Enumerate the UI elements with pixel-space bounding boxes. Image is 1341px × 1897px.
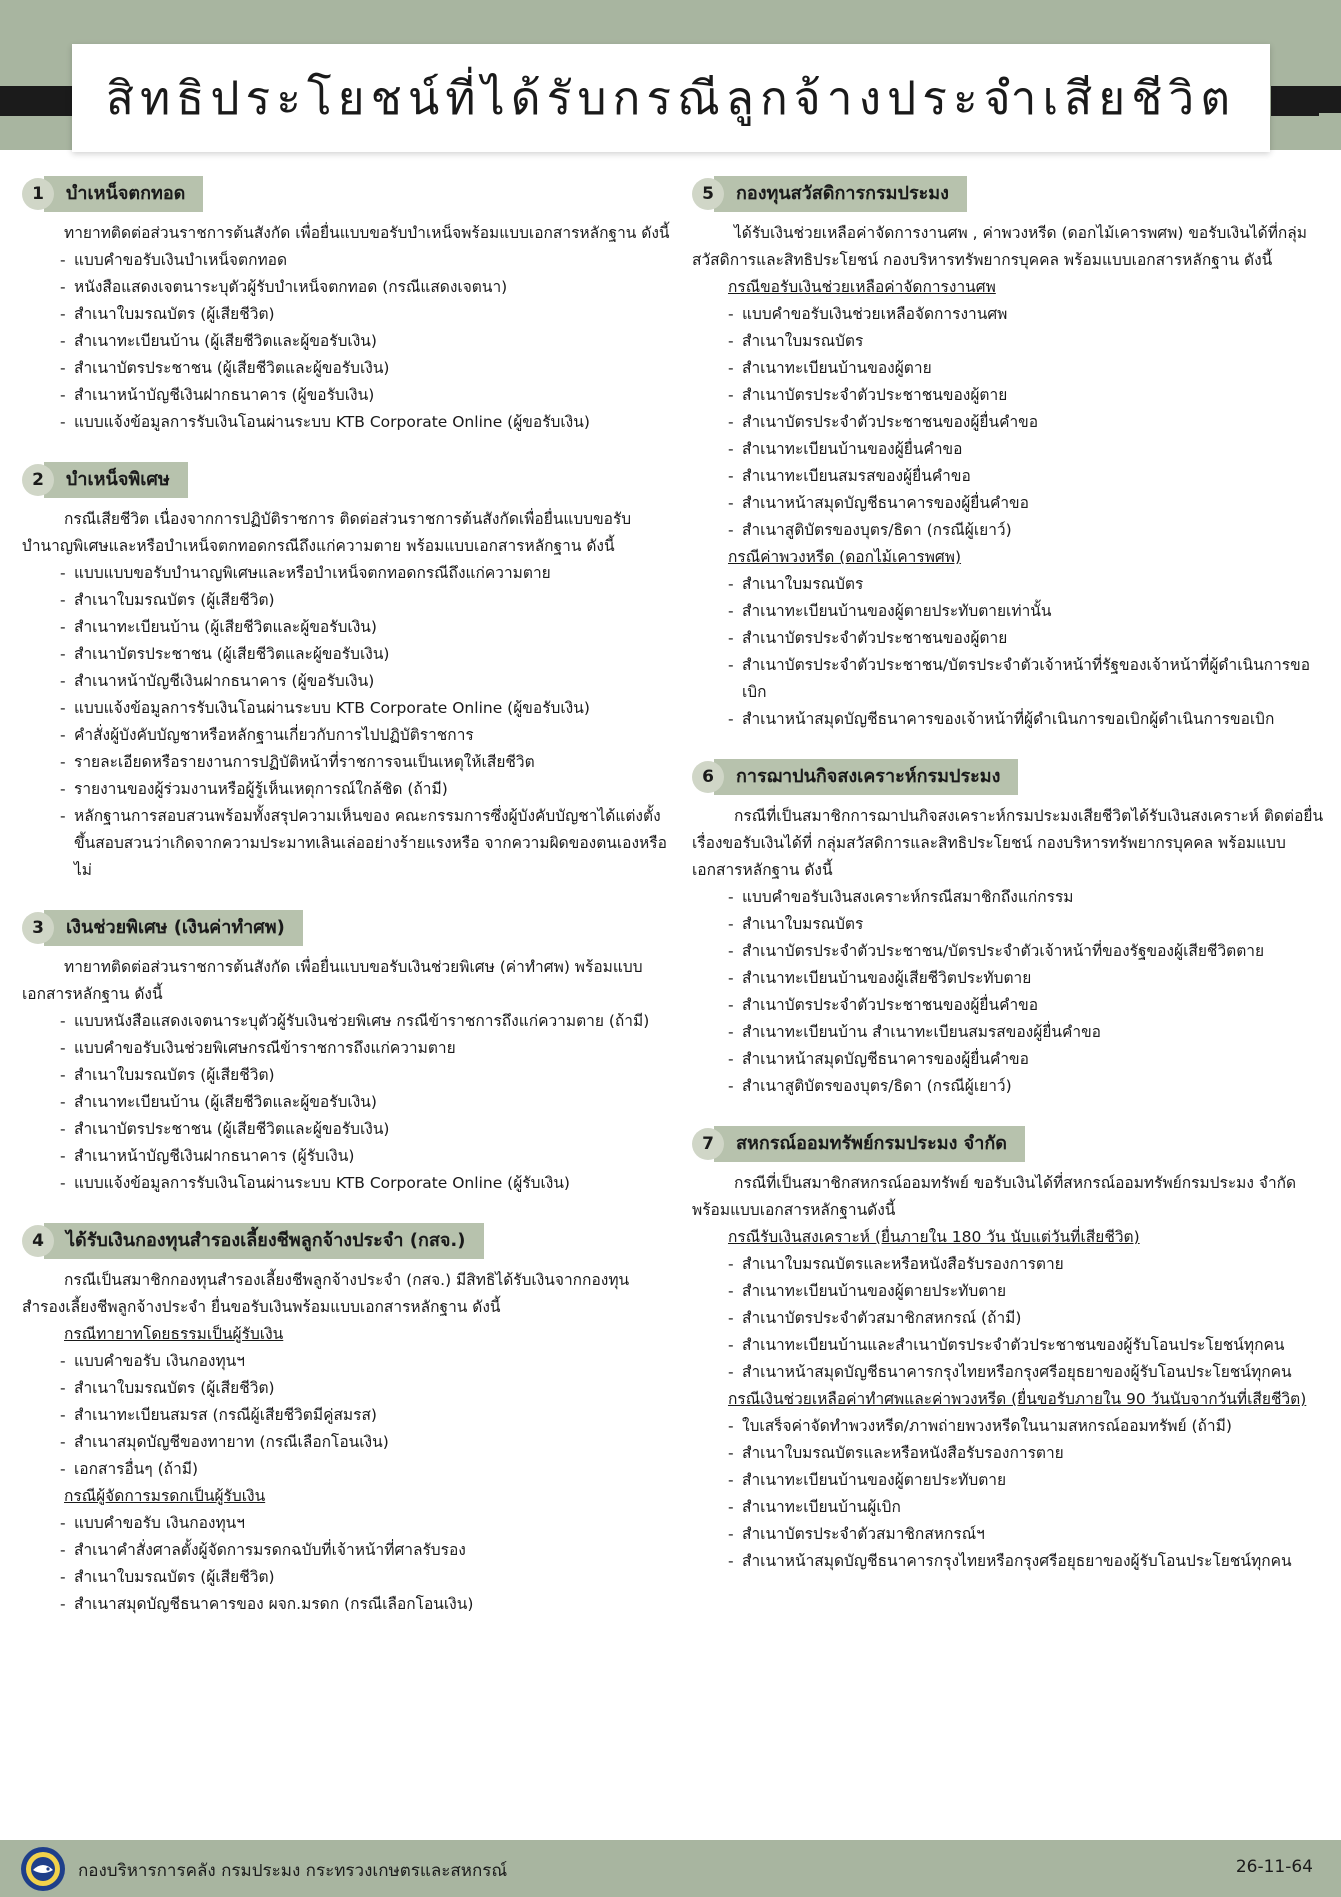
section-number: 2 — [22, 464, 54, 496]
list-item: - สำเนาสูติบัตรของบุตร/ธิดา (กรณีผู้เยาว์) — [728, 517, 1326, 544]
list-item: - แบบหนังสือแสดงเจตนาระบุตัวผู้รับเงินช่วยพิเศษ กรณีข้าราชการถึงแก่ความตาย (ถ้ามี) — [60, 1008, 670, 1035]
title-box — [72, 44, 1270, 152]
list-item: - สำเนาบัตรประจำตัวประชาชนของผู้ตาย — [728, 625, 1326, 652]
page-title: สิทธิประโยชน์ที่ได้รับกรณีลูกจ้างประจำเสียชีวิต — [105, 70, 1237, 125]
list-item: - คำสั่งผู้บังคับบัญชาหรือหลักฐานเกี่ยวกับการไปปฏิบัติราชการ — [60, 722, 670, 749]
section-intro — [692, 220, 1326, 274]
list-item: - สำเนาทะเบียนสมรสของผู้ยื่นคำขอ — [728, 463, 1326, 490]
list-item: - แบบแจ้งข้อมูลการรับเงินโอนผ่านระบบ KTB Corporate Online (ผู้รับเงิน) — [60, 1170, 670, 1197]
footer-organization: กองบริหารการคลัง กรมประมง กระทรวงเกษตรและสหกรณ์ — [78, 1861, 508, 1881]
list-item: - แบบคำขอรับเงินช่วยเหลือจัดการงานศพ — [728, 301, 1326, 328]
list-item: - สำเนาใบมรณบัตร — [728, 571, 1326, 598]
list-item: - สำเนาทะเบียนบ้านของผู้เสียชีวิตประทับตาย — [728, 965, 1326, 992]
document-list — [22, 1008, 670, 1197]
list-item: - สำเนาสมุดบัญชีธนาคารของ ผจก.มรดก (กรณีเลือกโอนเงิน) — [60, 1591, 670, 1618]
section-1 — [22, 176, 670, 436]
list-item: - สำเนาใบมรณบัตร (ผู้เสียชีวิต) — [60, 1375, 670, 1402]
list-item: - แบบแจ้งข้อมูลการรับเงินโอนผ่านระบบ KTB Corporate Online (ผู้ขอรับเงิน) — [60, 695, 670, 722]
right-black-bar — [1271, 86, 1341, 116]
subheading: กรณีทายาทโดยธรรมเป็นผู้รับเงิน — [64, 1325, 284, 1343]
section-4 — [22, 1223, 670, 1618]
list-item: - สำเนาทะเบียนสมรส (กรณีผู้เสียชีวิตมีคู่สมรส) — [60, 1402, 670, 1429]
section-number: 4 — [22, 1225, 54, 1257]
list-item: - แบบคำขอรับเงินบำเหน็จตกทอด — [60, 247, 670, 274]
section-title: การฌาปนกิจสงเคราะห์กรมประมง — [714, 759, 1018, 795]
section-title: ได้รับเงินกองทุนสำรองเลี้ยงชีพลูกจ้างประจำ (กสจ.) — [44, 1223, 484, 1259]
left-black-bar — [0, 86, 80, 116]
list-item: - สำเนาทะเบียนบ้าน สำเนาทะเบียนสมรสของผู้ยื่นคำขอ — [728, 1019, 1326, 1046]
list-item: - สำเนาหน้าบัญชีเงินฝากธนาคาร (ผู้รับเงิน) — [60, 1143, 670, 1170]
list-item: - แบบคำขอรับ เงินกองทุนฯ — [60, 1348, 670, 1375]
department-seal-icon — [20, 1846, 66, 1892]
section-3 — [22, 910, 670, 1197]
section-number: 5 — [692, 178, 724, 210]
section-heading — [692, 1126, 1326, 1162]
list-item: - สำเนาหน้าบัญชีเงินฝากธนาคาร (ผู้ขอรับเงิน) — [60, 668, 670, 695]
section-intro — [692, 803, 1326, 884]
section-heading — [22, 910, 670, 946]
list-item: - สำเนาบัตรประจำตัวสมาชิกสหกรณ์ (ถ้ามี) — [728, 1305, 1326, 1332]
list-item: - สำเนาบัตรประจำตัวประชาชนของผู้ตาย — [728, 382, 1326, 409]
list-item: - แบบแจ้งข้อมูลการรับเงินโอนผ่านระบบ KTB Corporate Online (ผู้ขอรับเงิน) — [60, 409, 670, 436]
section-intro — [692, 1170, 1326, 1224]
list-item: - สำเนาทะเบียนบ้านของผู้ตายประทับตายเท่านั้น — [728, 598, 1326, 625]
subheading: กรณีผู้จัดการมรดกเป็นผู้รับเงิน — [64, 1487, 266, 1505]
document-list — [692, 884, 1326, 1100]
section-heading — [692, 759, 1326, 795]
list-item: - สำเนาทะเบียนบ้านผู้เบิก — [728, 1494, 1326, 1521]
section-6 — [692, 759, 1326, 1100]
section-2 — [22, 462, 670, 884]
section-5 — [692, 176, 1326, 733]
section-heading — [692, 176, 1326, 212]
document-list — [692, 301, 1326, 544]
list-item: - สำเนาใบมรณบัตรและหรือหนังสือรับรองการตาย — [728, 1440, 1326, 1467]
list-item: - แบบแบบขอรับบำนาญพิเศษและหรือบำเหน็จตกทอดกรณีถึงแก่ความตาย — [60, 560, 670, 587]
list-item: - สำเนาใบมรณบัตร (ผู้เสียชีวิต) — [60, 587, 670, 614]
section-title: เงินช่วยพิเศษ (เงินค่าทำศพ) — [44, 910, 303, 946]
subheading: กรณีเงินช่วยเหลือค่าทำศพและค่าพวงหรีด (ยื่นขอรับภายใน 90 วันนับจากวันที่เสียชีวิต) — [728, 1390, 1307, 1408]
list-item: - สำเนาทะเบียนบ้านของผู้ตายประทับตาย — [728, 1278, 1326, 1305]
list-item: - สำเนาบัตรประจำตัวประชาชน/บัตรประจำตัวเจ้าหน้าที่รัฐของเจ้าหน้าที่ผู้ดำเนินการขอเบิก — [728, 652, 1326, 706]
list-item: - สำเนาทะเบียนบ้านของผู้ตาย — [728, 355, 1326, 382]
list-item: - สำเนาบัตรประจำตัวประชาชนของผู้ยื่นคำขอ — [728, 992, 1326, 1019]
document-list — [692, 1413, 1326, 1575]
list-item: - สำเนาสูติบัตรของบุตร/ธิดา (กรณีผู้เยาว์) — [728, 1073, 1326, 1100]
section-intro — [22, 220, 670, 247]
list-item: - สำเนาสมุดบัญชีของทายาท (กรณีเลือกโอนเงิน) — [60, 1429, 670, 1456]
subheading: กรณีค่าพวงหรีด (ดอกไม้เคารพศพ) — [728, 548, 962, 566]
list-item: - สำเนาบัตรประชาชน (ผู้เสียชีวิตและผู้ขอรับเงิน) — [60, 1116, 670, 1143]
document-list — [22, 1348, 670, 1483]
list-item: - รายงานของผู้ร่วมงานหรือผู้รู้เห็นเหตุการณ์ใกล้ชิด (ถ้ามี) — [60, 776, 670, 803]
intro-text: ทายาทติดต่อส่วนราชการต้นสังกัด เพื่อยื่นแบบขอรับเงินช่วยพิเศษ (ค่าทำศพ) พร้อมแบบเอกสารหลักฐาน ดังนี้ — [22, 958, 643, 1003]
list-item: - สำเนาใบมรณบัตร — [728, 328, 1326, 355]
list-item: - สำเนาใบมรณบัตร (ผู้เสียชีวิต) — [60, 1062, 670, 1089]
list-item: - ใบเสร็จค่าจัดทำพวงหรีด/ภาพถ่ายพวงหรีดในนามสหกรณ์ออมทรัพย์ (ถ้ามี) — [728, 1413, 1326, 1440]
section-heading — [22, 1223, 670, 1259]
corner-accent — [1319, 113, 1341, 129]
right-column — [692, 176, 1326, 1601]
intro-text: ได้รับเงินช่วยเหลือค่าจัดการงานศพ , ค่าพวงหรีด (ดอกไม้เคารพศพ) ขอรับเงินได้ที่กลุ่มสวัสดิการและสิทธิประโยชน์ กองบริหารทรัพยากรบุคคล พร้อมแบบเอกสารหลักฐาน ดังนี้ — [692, 224, 1308, 269]
section-heading — [22, 176, 670, 212]
document-list — [22, 247, 670, 436]
intro-text: ทายาทติดต่อส่วนราชการต้นสังกัด เพื่อยื่นแบบขอรับบำเหน็จพร้อมแบบเอกสารหลักฐาน ดังนี้ — [64, 224, 670, 242]
subheading: กรณีรับเงินสงเคราะห์ (ยื่นภายใน 180 วัน นับแต่วันที่เสียชีวิต) — [728, 1228, 1140, 1246]
subheading: กรณีขอรับเงินช่วยเหลือค่าจัดการงานศพ — [728, 278, 996, 296]
section-number: 3 — [22, 912, 54, 944]
list-item: - แบบคำขอรับเงินสงเคราะห์กรณีสมาชิกถึงแก่กรรม — [728, 884, 1326, 911]
document-list — [22, 560, 670, 884]
list-item: - สำเนาบัตรประชาชน (ผู้เสียชีวิตและผู้ขอรับเงิน) — [60, 641, 670, 668]
intro-text: กรณีเสียชีวิต เนื่องจากการปฏิบัติราชการ ติดต่อส่วนราชการต้นสังกัดเพื่อยื่นแบบขอรับบำนาญพิเศษและหรือบำเหน็จตกทอดกรณีถึงแก่ความตาย พร้อมแบบเอกสารหลักฐาน ดังนี้ — [22, 510, 632, 555]
list-item: - รายละเอียดหรือรายงานการปฏิบัติหน้าที่ราชการจนเป็นเหตุให้เสียชีวิต — [60, 749, 670, 776]
list-item: - สำเนาทะเบียนบ้าน (ผู้เสียชีวิตและผู้ขอรับเงิน) — [60, 614, 670, 641]
section-7 — [692, 1126, 1326, 1575]
list-item: - หลักฐานการสอบสวนพร้อมทั้งสรุปความเห็นของ คณะกรรมการซึ่งผู้บังคับบัญชาได้แต่งตั้งขึ้นสอบสวนว่าเกิดจากความประมาทเลินเล่ออย่างร้ายแรงหรือ จากความผิดของตนเองหรือไม่ — [60, 803, 670, 884]
footer-date: 26-11-64 — [1235, 1857, 1313, 1877]
list-item: - สำเนาหน้าสมุดบัญชีธนาคารของเจ้าหน้าที่ผู้ดำเนินการขอเบิกผู้ดำเนินการขอเบิก — [728, 706, 1326, 733]
intro-text: กรณีที่เป็นสมาชิกสหกรณ์ออมทรัพย์ ขอรับเงินได้ที่สหกรณ์ออมทรัพย์กรมประมง จำกัด พร้อมแบบเอกสารหลักฐานดังนี้ — [692, 1174, 1297, 1219]
list-item: - สำเนาบัตรประจำตัวประชาชนของผู้ยื่นคำขอ — [728, 409, 1326, 436]
intro-text: กรณีที่เป็นสมาชิกการฌาปนกิจสงเคราะห์กรมประมงเสียชีวิตได้รับเงินสงเคราะห์ ติดต่อยื่นเรื่องขอรับเงินได้ที่ กลุ่มสวัสดิการและสิทธิประโยชน์ กองบริหารทรัพยากรบุคคล พร้อมแบบเอกสารหลักฐาน ดังนี้ — [692, 807, 1324, 879]
list-item: - สำเนาบัตรประจำตัวประชาชน/บัตรประจำตัวเจ้าหน้าที่ของรัฐของผู้เสียชีวิตตาย — [728, 938, 1326, 965]
list-item: - สำเนาทะเบียนบ้านของผู้ตายประทับตาย — [728, 1467, 1326, 1494]
footer — [0, 1840, 1341, 1897]
list-item: - สำเนาบัตรประชาชน (ผู้เสียชีวิตและผู้ขอรับเงิน) — [60, 355, 670, 382]
list-item: - สำเนาทะเบียนบ้านของผู้ยื่นคำขอ — [728, 436, 1326, 463]
left-column — [22, 176, 670, 1644]
intro-text: กรณีเป็นสมาชิกกองทุนสำรองเลี้ยงชีพลูกจ้างประจำ (กสจ.) มีสิทธิได้รับเงินจากกองทุนสำรองเลี้ยงชีพลูกจ้างประจำ ยื่นขอรับเงินพร้อมแบบเอกสารหลักฐาน ดังนี้ — [22, 1271, 630, 1316]
list-item: - สำเนาหน้าสมุดบัญชีธนาคารของผู้ยื่นคำขอ — [728, 490, 1326, 517]
list-item: - แบบคำขอรับ เงินกองทุนฯ — [60, 1510, 670, 1537]
list-item: - สำเนาทะเบียนบ้าน (ผู้เสียชีวิตและผู้ขอรับเงิน) — [60, 1089, 670, 1116]
list-item: - สำเนาหน้าสมุดบัญชีธนาคารของผู้ยื่นคำขอ — [728, 1046, 1326, 1073]
section-title: บำเหน็จพิเศษ — [44, 462, 188, 498]
list-item: - สำเนาหน้าสมุดบัญชีธนาคารกรุงไทยหรือกรุงศรีอยุธยาของผู้รับโอนประโยชน์ทุกคน — [728, 1359, 1326, 1386]
list-item: - สำเนาใบมรณบัตรและหรือหนังสือรับรองการตาย — [728, 1251, 1326, 1278]
section-intro — [22, 1267, 670, 1321]
list-item: - สำเนาคำสั่งศาลตั้งผู้จัดการมรดกฉบับที่เจ้าหน้าที่ศาลรับรอง — [60, 1537, 670, 1564]
list-item: - สำเนาใบมรณบัตร (ผู้เสียชีวิต) — [60, 1564, 670, 1591]
list-item: - สำเนาใบมรณบัตร (ผู้เสียชีวิต) — [60, 301, 670, 328]
list-item: - สำเนาหน้าสมุดบัญชีธนาคารกรุงไทยหรือกรุงศรีอยุธยาของผู้รับโอนประโยชน์ทุกคน — [728, 1548, 1326, 1575]
list-item: - แบบคำขอรับเงินช่วยพิเศษกรณีข้าราชการถึงแก่ความตาย — [60, 1035, 670, 1062]
document-list — [692, 1251, 1326, 1386]
list-item: - สำเนาหน้าบัญชีเงินฝากธนาคาร (ผู้ขอรับเงิน) — [60, 382, 670, 409]
section-title: สหกรณ์ออมทรัพย์กรมประมง จำกัด — [714, 1126, 1025, 1162]
document-list — [22, 1510, 670, 1618]
section-number: 6 — [692, 761, 724, 793]
list-item: - สำเนาใบมรณบัตร — [728, 911, 1326, 938]
section-title: บำเหน็จตกทอด — [44, 176, 203, 212]
section-intro — [22, 506, 670, 560]
section-heading — [22, 462, 670, 498]
list-item: - สำเนาทะเบียนบ้านและสำเนาบัตรประจำตัวประชาชนของผู้รับโอนประโยชน์ทุกคน — [728, 1332, 1326, 1359]
section-number: 1 — [22, 178, 54, 210]
list-item: - เอกสารอื่นๆ (ถ้ามี) — [60, 1456, 670, 1483]
list-item: - หนังสือแสดงเจตนาระบุตัวผู้รับบำเหน็จตกทอด (กรณีแสดงเจตนา) — [60, 274, 670, 301]
section-number: 7 — [692, 1128, 724, 1160]
list-item: - สำเนาบัตรประจำตัวสมาชิกสหกรณ์ฯ — [728, 1521, 1326, 1548]
section-title: กองทุนสวัสดิการกรมประมง — [714, 176, 967, 212]
list-item: - สำเนาทะเบียนบ้าน (ผู้เสียชีวิตและผู้ขอรับเงิน) — [60, 328, 670, 355]
document-list — [692, 571, 1326, 733]
section-intro — [22, 954, 670, 1008]
